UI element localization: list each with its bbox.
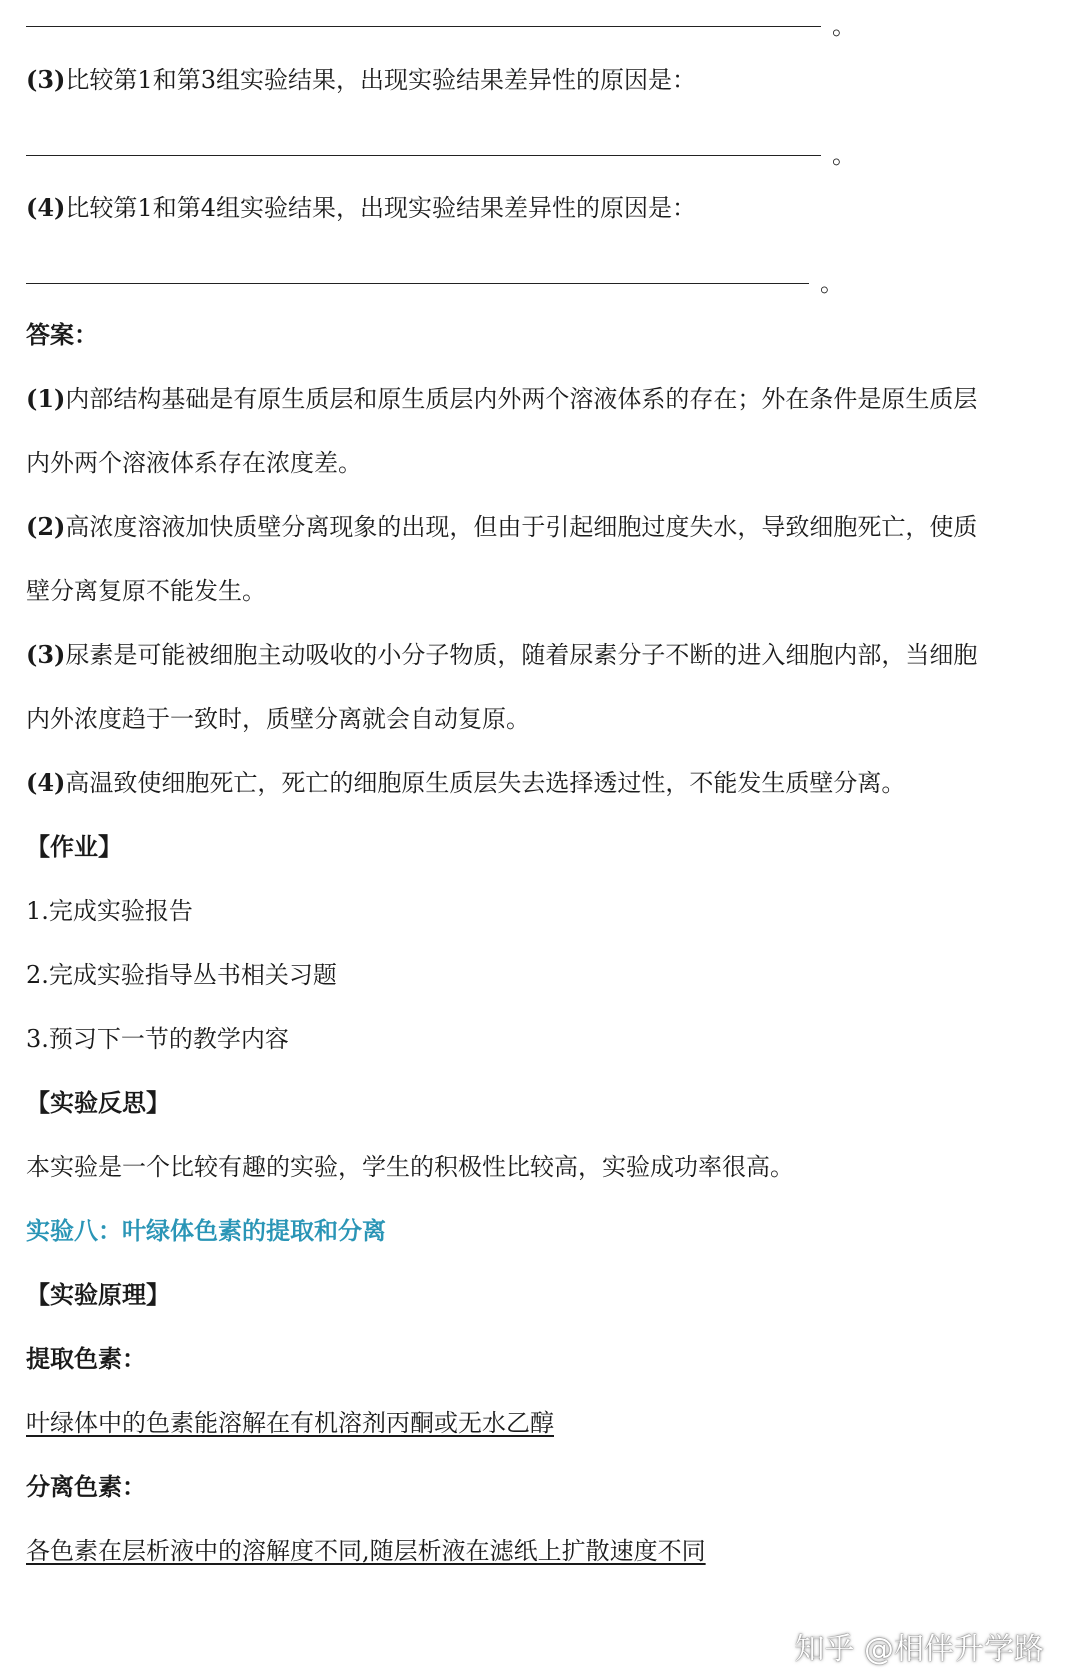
answer-2-number: (2) [26, 512, 66, 541]
extract-text: 叶绿体中的色素能溶解在有机溶剂丙酮或无水乙醇 [26, 1409, 554, 1437]
answer-heading: 答案： [26, 320, 98, 349]
blank-period: 。 [832, 12, 856, 40]
answer-1-number: (1) [26, 384, 66, 413]
answer-3-number: (3) [26, 640, 66, 669]
homework-heading: 【作业】 [26, 832, 122, 861]
answer-blank-line-3 [26, 155, 821, 156]
question-4-text: 比较第1和第4组实验结果，出现实验结果差异性的原因是： [65, 194, 696, 222]
answer-4-number: (4) [26, 768, 66, 797]
question-4-number: (4) [26, 193, 66, 222]
answer-3-line-1 [26, 641, 977, 670]
answer-blank-line-4 [26, 283, 809, 284]
homework-item: 1.完成实验报告 [26, 897, 193, 925]
answer-4-text: 高温致使细胞死亡，死亡的细胞原生质层失去选择透过性，不能发生质壁分离。 [65, 769, 906, 797]
question-3-number: (3) [26, 65, 66, 94]
question-3-text: 比较第1和第3组实验结果，出现实验结果差异性的原因是： [65, 66, 696, 94]
experiment-title: 实验八：叶绿体色素的提取和分离 [26, 1216, 386, 1245]
reflection-heading: 【实验反思】 [26, 1088, 170, 1117]
zhihu-watermark: 知乎 @相伴升学路 [794, 1632, 1044, 1667]
answer-1-text: 内部结构基础是有原生质层和原生质层内外两个溶液体系的存在；外在条件是原生质层 [65, 385, 978, 413]
principle-heading: 【实验原理】 [26, 1280, 170, 1309]
blank-period: 。 [832, 141, 856, 169]
separate-text: 各色素在层析液中的溶解度不同,随层析液在滤纸上扩散速度不同 [26, 1537, 706, 1565]
answer-3-text: 尿素是可能被细胞主动吸收的小分子物质，随着尿素分子不断的进入细胞内部，当细胞 [65, 641, 978, 669]
reflection-text: 本实验是一个比较有趣的实验，学生的积极性比较高，实验成功率很高。 [26, 1153, 794, 1181]
homework-item: 3.预习下一节的教学内容 [26, 1025, 289, 1053]
answer-1-line-2: 内外两个溶液体系存在浓度差。 [26, 449, 362, 477]
question-3 [26, 66, 696, 95]
extract-heading: 提取色素： [26, 1344, 146, 1373]
answer-blank-line-2 [26, 26, 821, 27]
answer-2-text: 高浓度溶液加快质壁分离现象的出现，但由于引起细胞过度失水，导致细胞死亡，使质 [65, 513, 978, 541]
answer-2-line-2: 壁分离复原不能发生。 [26, 577, 266, 605]
answer-3-line-2: 内外浓度趋于一致时，质壁分离就会自动复原。 [26, 705, 530, 733]
question-4 [26, 194, 696, 223]
answer-2-line-1 [26, 513, 977, 542]
homework-item: 2.完成实验指导丛书相关习题 [26, 961, 337, 989]
answer-1-line-1 [26, 385, 977, 414]
blank-period: 。 [820, 269, 844, 297]
separate-heading: 分离色素： [26, 1472, 146, 1501]
answer-4-line-1 [26, 769, 905, 798]
